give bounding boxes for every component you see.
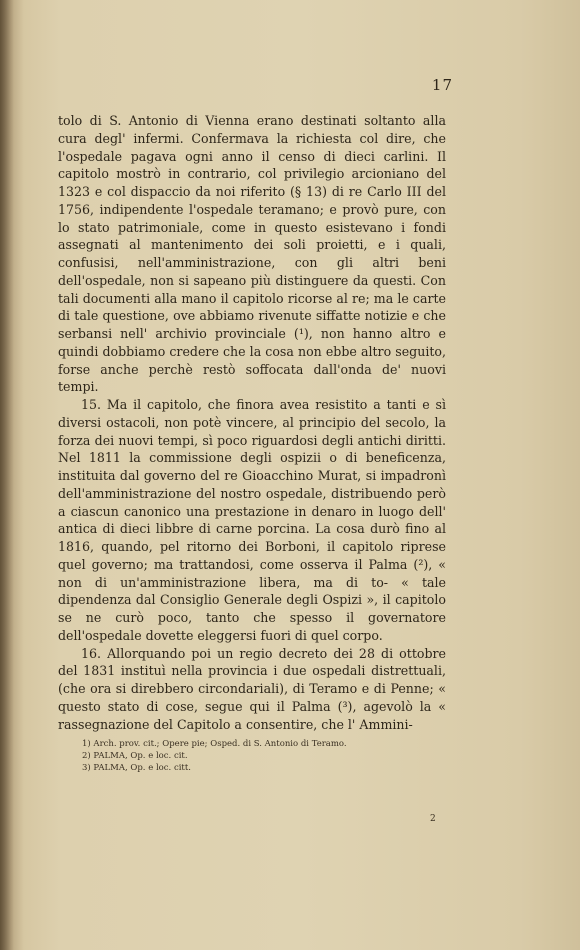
footnote-2: 2) PALMA, Op. e loc. cit. <box>82 751 188 761</box>
paragraph-16: 16. Allorquando poi un regio decreto dei 28 di ottobre del 1831 instituì nella provincia i due ospedali distrettuali, (che ora si direbbero circondariali), di Teramo e di Penne; « questo stato di cose, segue qui il Palma (³), agevolò la « rassegnazione del Capitolo a consentire, che l' Ammini- <box>58 645 446 732</box>
footnotes <box>82 738 442 774</box>
paragraph-continued: tolo di S. Antonio di Vienna erano destinati soltanto alla cura degl' infermi. Confermava la richiesta col dire, che l'ospedale pagava ogni anno il censo di dieci carlini. Il capitolo mostrò in contrario, col privilegio arcioniano del 1323 e col dispaccio da noi riferito (§ 13) di re Carlo III del 1756, indipendente l'ospedale teramano; e provò pure, con lo stato patrimoniale, come in questo esistevano i fondi assegnati al mantenimento dei soli proietti, e i quali, confusisi, nell'amministrazione, con gli altri beni dell'ospedale, non si sapeano più distinguere da questi. Con tali documenti alla mano il capitolo ricorse al re; ma le carte di tale questione, ove abbiamo rivenute siffatte notizie e che serbansi nell' archivio provinciale (¹), non hanno altro e quindi dobbiamo credere che la cosa non ebbe altro seguito, forse anche perchè restò soffocata dall'onda de' nuovi tempi. <box>58 113 446 395</box>
body-text <box>58 112 446 733</box>
signature-mark: 2 <box>430 814 436 824</box>
page-number: 17 <box>431 76 453 94</box>
footnote-1: 1) Arch. prov. cit.; Opere pie; Osped. di S. Antonio di Teramo. <box>82 739 347 749</box>
spine-shadow <box>0 0 14 950</box>
paragraph-15: 15. Ma il capitolo, che finora avea resistito a tanti e sì diversi ostacoli, non potè vincere, al principio del secolo, la forza dei nuovi tempi, sì poco riguardosi degli antichi diritti. Nel 1811 la commissione degli ospizii o di beneficenza, instituita dal governo del re Gioacchino Murat, si impadronì dell'amministrazione del nostro ospedale, distribuendo però a ciascun canonico una prestazione in denaro in luogo dell' antica di dieci libbre di carne porcina. La cosa durò fino al 1816, quando, pel ritorno dei Borboni, il capitolo riprese quel governo; ma trattandosi, come osserva il Palma (²), « non di un'amministrazione libera, ma di to- « tale dipendenza dal Consiglio Generale degli Ospizi », il capitolo se ne curò poco, tanto che spesso il governatore dell'ospedale dovette eleggersi fuori di quel corpo. <box>58 397 446 643</box>
footnote-3: 3) PALMA, Op. e loc. citt. <box>82 763 191 773</box>
